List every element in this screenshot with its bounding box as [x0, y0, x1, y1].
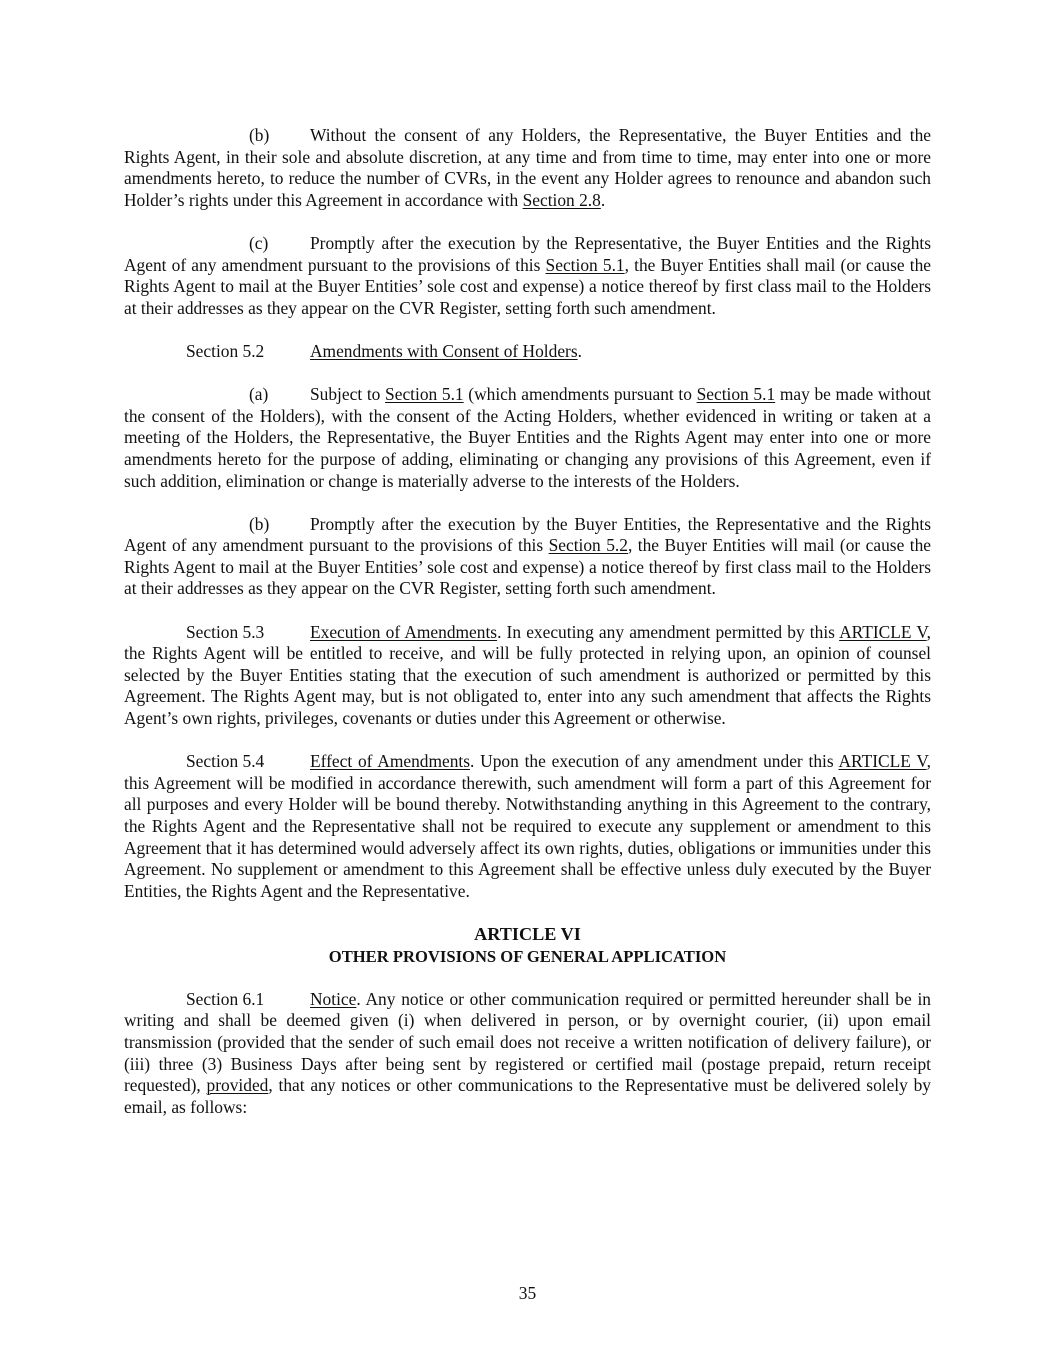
section-6-1: Section 6.1 Notice. Any notice or other communication required or permitted hereunder shall be in writing and shall be deemed given (i) when delivered in person, or by overnight courier, (ii) upon email transmission (provided that the sender of such email does not receive a written notification of delivery failure), or (iii) three (3) Business Days after being sent by registered or certified mail (postage prepaid, return receipt requested), provided, that any notices or other communications to the Representative must be delivered solely by email, as follows:	[124, 988, 931, 1117]
cross-reference: Section 2.8	[522, 189, 601, 210]
section-number: Section 6.1	[186, 988, 265, 1009]
article-subtitle: OTHER PROVISIONS OF GENERAL APPLICATION	[328, 946, 727, 966]
clause-label: (b)	[249, 125, 270, 145]
cross-reference: Section 5.1	[385, 384, 464, 405]
cross-reference: Section 5.1	[545, 254, 625, 275]
paragraph-5-2-b: (b) Promptly after the execution by the Buyer Entities, the Representative and the Rights Agent of any amendment pursuant to the provisions of this Section 5.2, the Buyer Entities will mail (or cause the Rights Agent to mail at the Buyer Entities’ sole cost and expense) a notice thereof by first class mail to the Holders at their addresses as they appear on the CVR Register, setting forth such amendment.	[124, 513, 931, 599]
clause-label: (a)	[249, 384, 269, 405]
document-page	[124, 125, 931, 1118]
article-heading	[124, 924, 931, 967]
cross-reference: ARTICLE V	[838, 751, 927, 772]
article-title: ARTICLE VI	[474, 923, 581, 944]
section-title: Effect of Amendments	[310, 751, 471, 772]
section-5-4: Section 5.4 Effect of Amendments. Upon the execution of any amendment under this ARTICLE V, this Agreement will be modified in accordance therewith, such amendment will form a part of this Agreement for all purposes and every Holder will be bound thereby. Notwithstanding anything in this Agreement to the contrary, the Rights Agent and the Representative shall not be required to execute any supplement or amendment to this Agreement that it has determined would adversely affect its own rights, duties, obligations or immunities under this Agreement. No supplement or amendment to this Agreement shall be effective unless duly executed by the Buyer Entities, the Rights Agent and the Representative.	[124, 751, 931, 901]
section-5-2-heading: Section 5.2 Amendments with Consent of Holders.	[186, 340, 582, 361]
provided-term: provided	[206, 1075, 269, 1096]
section-number: Section 5.4	[186, 751, 265, 772]
cross-reference: Section 5.2	[548, 535, 628, 556]
section-number: Section 5.3	[186, 621, 265, 642]
page-number: 35	[518, 1283, 537, 1303]
paragraph-5-2-a: (a) Subject to Section 5.1 (which amendments pursuant to Section 5.1 may be made without the consent of the Holders), with the consent of the Acting Holders, whether evidenced in writing or taken at a meeting of the Holders, the Representative, the Buyer Entities and the Rights Agent may enter into one or more amendments hereto for the purpose of adding, eliminating or changing any provisions of this Agreement, even if such addition, elimination or change is materially adverse to the interests of the Holders.	[124, 384, 932, 491]
section-5-3: Section 5.3 Execution of Amendments. In executing any amendment permitted by this ARTICLE V, the Rights Agent will be entitled to receive, and will be fully protected in relying upon, an opinion of counsel selected by the Buyer Entities stating that the execution of such amendment is authorized or permitted by this Agreement. The Rights Agent may, but is not obligated to, enter into any such amendment that affects the Rights Agent’s own rights, privileges, covenants or duties under this Agreement or otherwise.	[124, 621, 931, 729]
section-number: Section 5.2	[186, 340, 265, 361]
paragraph-5-1-b: (b) Without the consent of any Holders, the Representative, the Buyer Entities and the Rights Agent, in their sole and absolute discretion, at any time and from time to time, may enter into one or more amendments hereto, to reduce the number of CVRs, in the event any Holder agrees to renounce and abandon such Holder’s rights under this Agreement in accordance with Section 2.8.	[124, 125, 931, 210]
cross-reference: Section 5.1	[696, 384, 776, 405]
section-title: Amendments with Consent of Holders	[310, 340, 578, 361]
clause-label: (c)	[249, 232, 269, 253]
cross-reference: ARTICLE V	[839, 621, 927, 642]
section-title: Notice	[310, 988, 357, 1009]
clause-label: (b)	[249, 513, 270, 534]
section-title: Execution of Amendments	[310, 621, 498, 642]
paragraph-5-1-c: (c) Promptly after the execution by the Representative, the Buyer Entities and the Rights Agent of any amendment pursuant to the provisions of this Section 5.1, the Buyer Entities shall mail (or cause the Rights Agent to mail at the Buyer Entities’ sole cost and expense) a notice thereof by first class mail to the Holders at their addresses as they appear on the CVR Register, setting forth such amendment.	[124, 232, 931, 318]
